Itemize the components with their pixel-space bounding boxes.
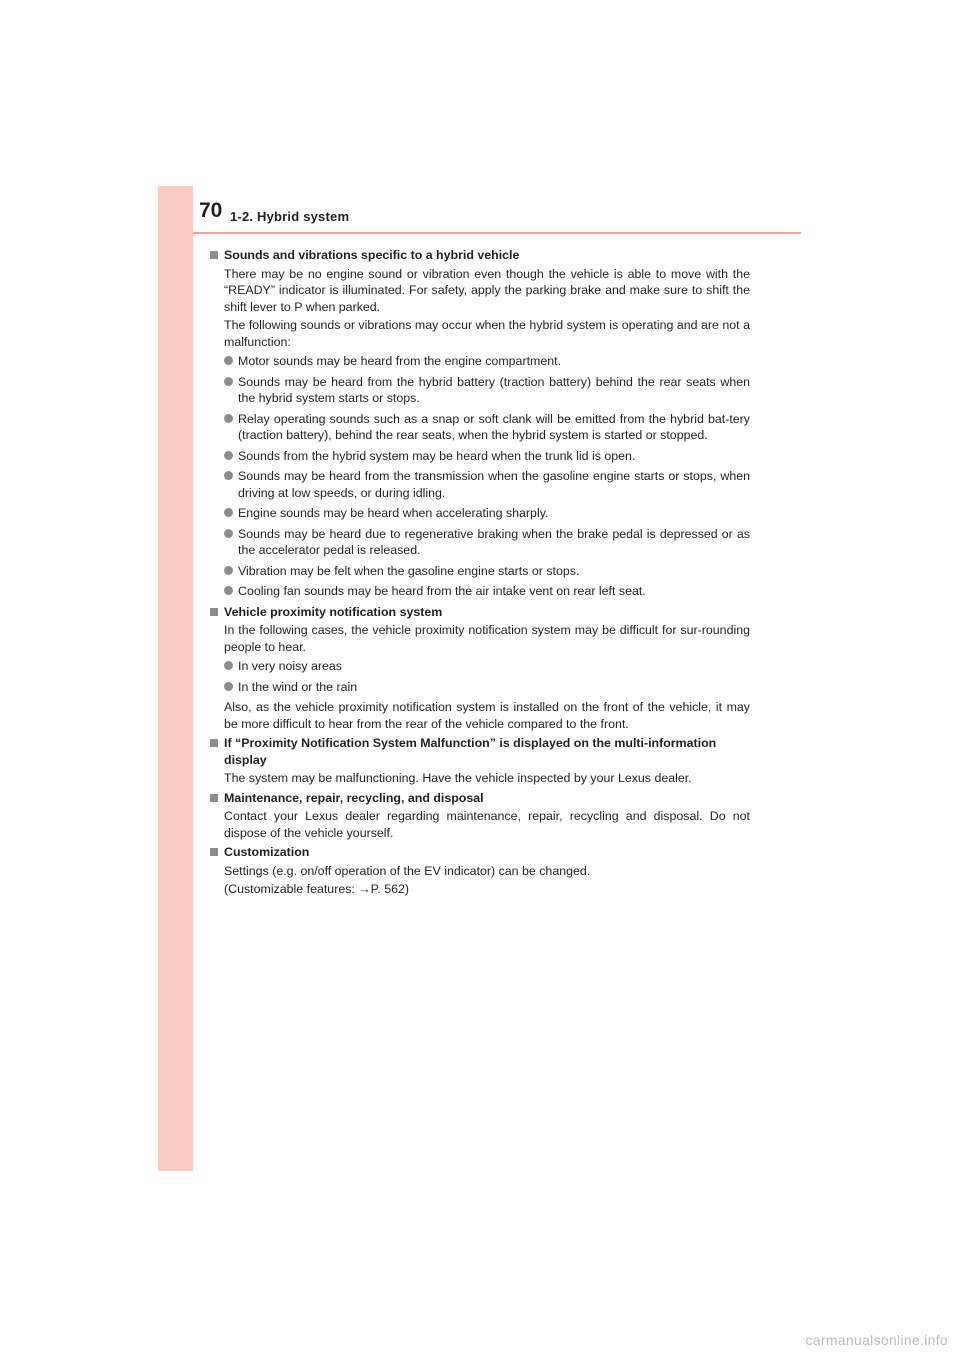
- circle-bullet-icon: [224, 566, 233, 575]
- paragraph: (Customizable features: →P. 562): [224, 882, 410, 896]
- list-item-text: Motor sounds may be heard from the engine compartment.: [238, 354, 562, 368]
- square-bullet-icon: [210, 848, 218, 856]
- section-heading-text: Customization: [224, 845, 310, 859]
- paragraph: Settings (e.g. on/off operation of the EV indicator) can be changed.: [224, 863, 591, 878]
- circle-bullet-icon: [224, 586, 233, 595]
- list-item: [224, 505, 750, 522]
- circle-bullet-icon: [224, 377, 233, 386]
- list-item-text: Sounds from the hybrid system may be heard when the trunk lid is open.: [238, 448, 636, 463]
- bullet-list: [224, 353, 750, 600]
- watermark-logo: carmanualsonline.info: [805, 1332, 948, 1348]
- section: [210, 735, 750, 787]
- list-item-text: Engine sounds may be heard when accelerating sharply.: [238, 506, 549, 520]
- list-item: [224, 526, 750, 559]
- section-heading: [210, 735, 750, 768]
- section: [210, 247, 750, 600]
- list-item-text: Sounds may be heard from the hybrid battery (traction battery) behind the rear seats when the hybrid system starts or stops.: [238, 374, 750, 405]
- list-item-text: Cooling fan sounds may be heard from the air intake vent on rear left seat.: [238, 584, 646, 598]
- section: [210, 790, 750, 842]
- paragraph: Also, as the vehicle proximity notification system is installed on the front of the vehicle, it may be more difficult to hear from the rear of the vehicle compared to the front.: [224, 700, 750, 731]
- circle-bullet-icon: [224, 661, 233, 670]
- circle-bullet-icon: [224, 529, 233, 538]
- list-item: [224, 563, 750, 580]
- square-bullet-icon: [210, 794, 218, 802]
- circle-bullet-icon: [224, 508, 233, 517]
- square-bullet-icon: [210, 251, 218, 259]
- square-bullet-icon: [210, 608, 218, 616]
- section-heading-text: Maintenance, repair, recycling, and disposal: [224, 790, 484, 805]
- list-item: [224, 411, 750, 444]
- paragraph: There may be no engine sound or vibration even though the vehicle is able to move with the “READY” indicator is illuminated. For safety, apply the parking brake and make sure to shift the shift lever to P when parked.: [224, 266, 750, 314]
- section-heading-text: Sounds and vibrations specific to a hybrid vehicle: [224, 248, 520, 262]
- list-item: [224, 468, 750, 501]
- running-header-title: 1-2. Hybrid system: [230, 209, 350, 224]
- paragraph: Contact your Lexus dealer regarding maintenance, repair, recycling and disposal. Do not dispose of the vehicle yourself.: [224, 809, 750, 840]
- list-item: [224, 679, 750, 696]
- paragraph: In the following cases, the vehicle proximity notification system may be difficult for sur-rounding people to hear.: [224, 623, 750, 654]
- section-heading: [210, 790, 750, 807]
- list-item: [224, 374, 750, 407]
- page-number: 70: [199, 199, 223, 222]
- list-item-text: In the wind or the rain: [238, 679, 358, 694]
- list-item-text: In very noisy areas: [238, 659, 342, 673]
- header-rule: [193, 232, 801, 234]
- list-item: [224, 658, 750, 675]
- circle-bullet-icon: [224, 414, 233, 423]
- list-item-text: Sounds may be heard from the transmission when the gasoline engine starts or stops, when driving at low speeds, or during idling.: [238, 469, 750, 500]
- circle-bullet-icon: [224, 356, 233, 365]
- paragraph: The system may be malfunctioning. Have the vehicle inspected by your Lexus dealer.: [224, 771, 692, 785]
- circle-bullet-icon: [224, 451, 233, 460]
- page-content: [210, 244, 750, 898]
- circle-bullet-icon: [224, 682, 233, 691]
- bullet-list: [224, 658, 750, 695]
- section: [210, 604, 750, 733]
- section-heading-text: Vehicle proximity notification system: [224, 604, 443, 619]
- square-bullet-icon: [210, 739, 218, 747]
- list-item-text: Relay operating sounds such as a snap or soft clank will be emitted from the hybrid bat-tery (traction battery), behind the rear seats, when the hybrid system is started or stopped.: [238, 411, 750, 442]
- side-color-band: [158, 186, 193, 1171]
- list-item-text: Vibration may be felt when the gasoline engine starts or stops.: [238, 563, 580, 578]
- paragraph: The following sounds or vibrations may occur when the hybrid system is operating and are not a malfunction:: [224, 318, 750, 349]
- list-item: [224, 583, 750, 600]
- section: [210, 844, 750, 898]
- list-item: [224, 448, 750, 465]
- circle-bullet-icon: [224, 471, 233, 480]
- list-item-text: Sounds may be heard due to regenerative braking when the brake pedal is depressed or as the accelerator pedal is released.: [238, 526, 750, 557]
- section-heading: [210, 604, 750, 621]
- section-heading: [210, 247, 750, 264]
- section-heading: [210, 844, 750, 861]
- section-heading-text: If “Proximity Notification System Malfunction” is displayed on the multi-information display: [224, 736, 717, 767]
- list-item: [224, 353, 750, 370]
